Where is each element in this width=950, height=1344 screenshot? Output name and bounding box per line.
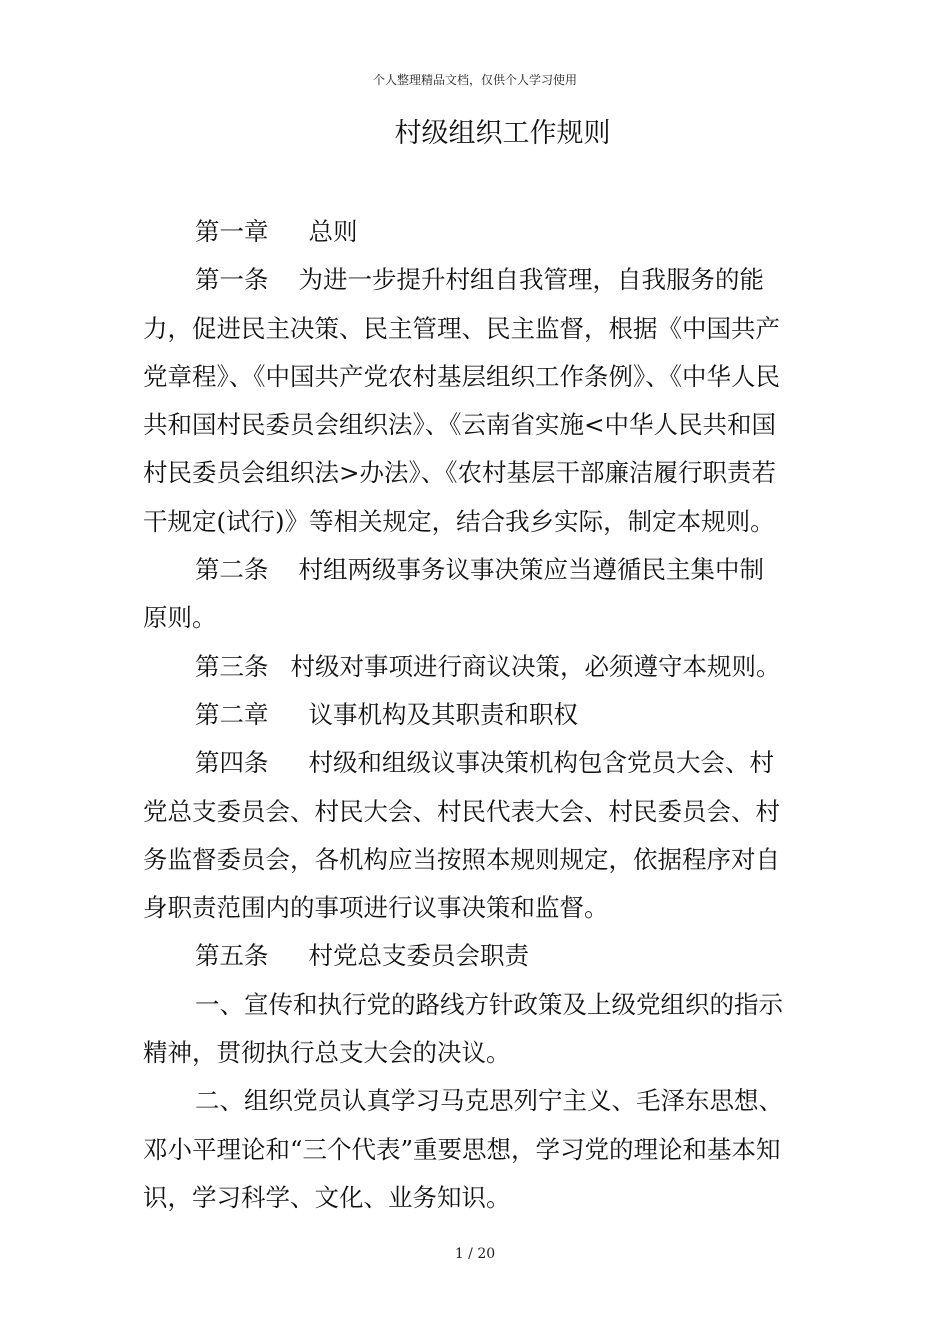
article-4-line-3: 务监督委员会，各机构应当按照本规则规定，依据程序对自 — [143, 844, 780, 874]
article-1-label: 第一条 — [195, 265, 269, 295]
document-title: 村级组织工作规则 — [394, 118, 611, 149]
article-2-label: 第二条 — [195, 555, 269, 585]
article-2-line-2: 原则。 — [143, 603, 217, 633]
article-2-line-1 — [143, 546, 843, 594]
article-1-line-6: 干规定(试行)》等相关规定，结合我乡实际，制定本规则。 — [143, 506, 775, 536]
article-4-text-line-1: 村级和组级议事决策机构包含党员大会、村 — [308, 748, 774, 778]
chapter-1-name: 总则 — [308, 217, 358, 246]
article-4-label: 第四条 — [195, 748, 269, 778]
article-1-line-4: 共和国村民委员会组织法》、《云南省实施<中华人民共和国 — [143, 410, 777, 440]
chapter-1-label: 第一章 — [195, 217, 269, 246]
article-4-line-4: 身职责范围内的事项进行议事决策和监督。 — [143, 893, 609, 923]
article-3-text: 村级对事项进行商议决策，必须遵守本规则。 — [290, 651, 781, 681]
article-5-text: 村党总支委员会职责 — [308, 941, 529, 971]
chapter-2-label: 第二章 — [195, 699, 269, 729]
article-5-line — [143, 932, 843, 980]
item-1-line-2: 精神，贯彻执行总支大会的决议。 — [143, 1038, 511, 1068]
page-number: 1 / 20 — [454, 1246, 496, 1262]
item-1-line-1: 一、宣传和执行党的路线方针政策及上级党组织的指示 — [195, 989, 783, 1019]
article-4-line-2: 党总支委员会、村民大会、村民代表大会、村民委员会、村 — [143, 796, 780, 826]
item-2-line-1: 二、组织党员认真学习马克思列宁主义、毛泽东思想、 — [195, 1086, 783, 1116]
article-3-label: 第三条 — [195, 651, 269, 681]
item-2-line-3: 识，学习科学、文化、业务知识。 — [143, 1182, 511, 1212]
chapter-2-name: 议事机构及其职责和职权 — [308, 699, 578, 729]
article-2-text-line-1: 村组两级事务议事决策应当遵循民主集中制 — [298, 555, 764, 585]
document-body — [143, 208, 843, 1222]
header-note: 个人整理精品文档，仅供个人学习使用 — [372, 73, 577, 87]
article-1-line-3: 党章程》、《中国共产党农村基层组织工作条例》、《中华人民 — [143, 361, 780, 391]
article-1-line-2: 力，促进民主决策、民主管理、民主监督，根据《中国共产 — [143, 313, 780, 343]
article-4-line-1 — [143, 739, 843, 787]
chapter-1-heading — [143, 208, 843, 256]
item-2-line-2: 邓小平理论和“三个代表”重要思想，学习党的理论和基本知 — [143, 1134, 781, 1164]
article-1-line-1 — [143, 256, 843, 304]
article-1-text-line-1: 为进一步提升村组自我管理，自我服务的能 — [298, 265, 764, 295]
article-5-label: 第五条 — [195, 941, 269, 971]
article-3-line — [143, 643, 843, 691]
article-1-line-5: 村民委员会组织法>办法》、《农村基层干部廉洁履行职责若 — [143, 458, 777, 488]
chapter-2-heading — [143, 691, 843, 739]
